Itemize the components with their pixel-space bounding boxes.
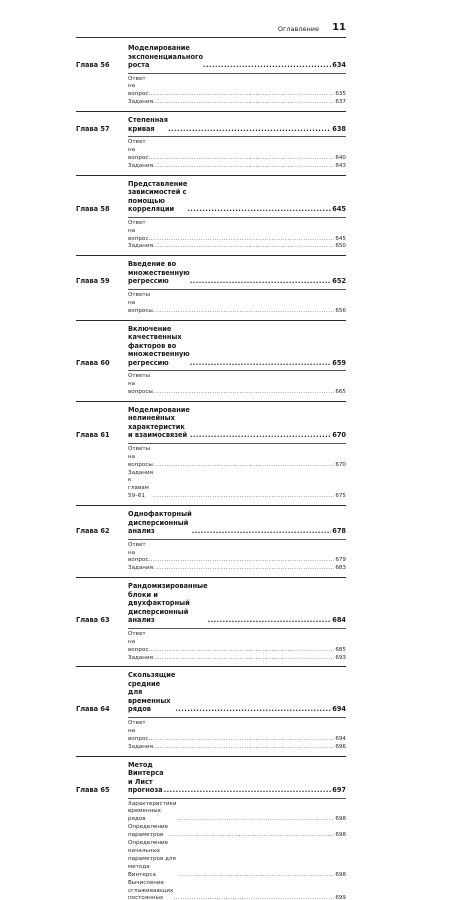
chapter-page-number: 697: [332, 786, 346, 795]
toc-subentry: [76, 655, 346, 663]
toc-subentry: [76, 720, 346, 744]
toc-subentry: [76, 99, 346, 107]
chapter-label: Глава 64: [76, 705, 110, 714]
toc-chapter-entry: [76, 40, 346, 111]
subentry-title: Ответы на вопросы: [128, 445, 153, 468]
dot-leader: [168, 125, 331, 134]
chapter-title: Моделирование нелинейных характеристик и взаимосвязей: [128, 405, 190, 440]
subentry-page-number: 643: [335, 162, 346, 169]
toc-subentry: [76, 220, 346, 244]
chapter-title-line: [128, 510, 346, 536]
subentry-title: Задания: [128, 743, 153, 750]
dot-leader: [153, 655, 334, 663]
dot-leader: [178, 872, 334, 880]
chapter-label: Глава 56: [76, 61, 110, 69]
toc-subentry: [76, 243, 346, 251]
toc-subentry: [76, 446, 346, 470]
toc-chapter-entry: [76, 175, 346, 256]
dot-leader: [153, 99, 334, 107]
chapter-label: Глава 62: [76, 527, 110, 536]
toc-subentry: [76, 744, 346, 752]
chapter-page-number: 684: [332, 616, 346, 625]
chapter-title: Степенная кривая: [128, 116, 168, 133]
chapter-heading-row: [76, 582, 346, 625]
subentry-title: Ответ на вопрос: [128, 75, 149, 98]
dot-leader: [148, 155, 334, 163]
toc-subentry: [76, 470, 346, 502]
chapter-underline-rule: [128, 539, 346, 540]
subentry-title: Ответы на вопросы: [128, 373, 153, 395]
dot-leader: [190, 431, 331, 440]
dot-leader: [153, 389, 334, 397]
chapter-title: Однофакторный дисперсионный анализ: [128, 510, 192, 536]
subentry-page-number: 699: [335, 895, 346, 900]
dot-leader: [148, 236, 334, 244]
subentry-page-number: 683: [335, 565, 346, 572]
chapter-underline-rule: [128, 717, 346, 718]
toc-chapter-entry: [76, 255, 346, 319]
toc-chapter-entry: [76, 111, 346, 175]
subentry-page-number: 698: [335, 832, 346, 839]
dot-leader: [153, 163, 334, 171]
subentry-page-number: 694: [335, 735, 346, 742]
chapter-title: Скользящие средние для временных рядов: [128, 671, 176, 714]
subentry-title: Характеристики временных рядов: [128, 800, 177, 823]
chapter-heading-row: [76, 671, 346, 714]
subentry-page-number: 696: [335, 743, 346, 750]
chapter-page-number: 694: [332, 705, 346, 714]
chapter-heading-row: [76, 510, 346, 536]
dot-leader: [208, 616, 332, 625]
subentry-title: Задания: [128, 99, 153, 106]
dot-leader: [153, 493, 334, 501]
dot-leader: [164, 786, 332, 795]
dot-leader: [153, 565, 334, 573]
subentry-page-number: 640: [335, 154, 346, 161]
chapter-underline-rule: [128, 798, 346, 799]
chapter-page-number: 678: [332, 527, 346, 536]
toc-subentry: [76, 880, 346, 900]
chapter-title: Метод Винтерса и Лист прогноза: [128, 760, 164, 795]
chapter-label: Глава 65: [76, 786, 110, 795]
running-header-page-number: 11: [332, 22, 346, 33]
subentry-page-number: 670: [335, 461, 346, 468]
subentry-title: Ответ на вопрос: [128, 139, 149, 161]
chapter-title-line: [128, 761, 346, 795]
chapter-title-line: [128, 44, 346, 70]
chapter-page-number: 670: [332, 431, 346, 440]
toc-chapter-entry: [76, 756, 346, 900]
subentry-title: Определение начальных параметров для метода Винтерса: [128, 840, 176, 878]
chapter-heading-row: [76, 116, 346, 133]
subentry-title: Ответ на вопрос: [128, 719, 149, 742]
chapter-heading-row: [76, 44, 346, 70]
subentry-page-number: 637: [335, 99, 346, 106]
chapter-label: Глава 58: [76, 205, 110, 214]
subentry-page-number: 665: [335, 388, 346, 395]
chapter-heading-row: [76, 761, 346, 795]
subentry-title: Ответ на вопрос: [128, 541, 149, 564]
chapter-heading-row: [76, 325, 346, 368]
toc-subentry: [76, 139, 346, 163]
chapter-underline-rule: [128, 370, 346, 371]
subentry-title: Задания: [128, 654, 153, 661]
toc-subentry: [76, 565, 346, 573]
chapter-heading-row: [76, 180, 346, 214]
dot-leader: [153, 462, 334, 470]
dot-leader: [148, 91, 334, 99]
dot-leader: [187, 205, 331, 214]
toc-subentry: [76, 824, 346, 840]
dot-leader: [190, 359, 332, 368]
toc-chapter-entry: [76, 505, 346, 577]
chapter-title-line: [128, 116, 346, 133]
dot-leader: [148, 736, 334, 744]
dot-leader: [148, 557, 334, 565]
chapter-title: Включение качественных факторов во множественную регрессию: [128, 324, 190, 367]
subentry-page-number: 685: [335, 646, 346, 653]
chapter-title-line: [128, 260, 346, 286]
subentry-page-number: 650: [335, 243, 346, 250]
chapter-page-number: 652: [332, 277, 346, 286]
running-header: [76, 22, 346, 36]
subentry-title: Ответ на вопрос: [128, 219, 149, 242]
chapter-heading-row: [76, 260, 346, 286]
subentry-page-number: 698: [335, 871, 346, 878]
dot-leader: [153, 308, 334, 316]
chapter-title-line: [128, 671, 346, 714]
chapter-underline-rule: [128, 136, 346, 137]
subentry-page-number: 656: [335, 307, 346, 314]
toc-subentry: [76, 542, 346, 566]
subentry-title: Задания к главам 59–61: [128, 469, 153, 500]
toc-subentry: [76, 163, 346, 171]
dot-leader: [153, 243, 334, 251]
subentry-title: Ответ на вопрос: [128, 630, 149, 653]
chapter-label: Глава 63: [76, 616, 110, 625]
dot-leader: [190, 277, 332, 286]
dot-leader: [175, 705, 331, 714]
chapter-label: Глава 60: [76, 358, 110, 367]
chapter-title-line: [128, 406, 346, 440]
subentry-title: Задания: [128, 162, 153, 169]
toc-subentry: [76, 373, 346, 397]
chapter-label: Глава 59: [76, 277, 110, 286]
subentry-page-number: 675: [335, 493, 346, 500]
subentry-title: Задания: [128, 565, 153, 572]
chapter-underline-rule: [128, 443, 346, 444]
subentry-title: Определение параметров: [128, 824, 169, 839]
subentry-page-number: 679: [335, 557, 346, 564]
subentry-page-number: 698: [335, 816, 346, 823]
header-rule: [76, 37, 346, 38]
chapter-page-number: 659: [332, 358, 346, 367]
dot-leader: [168, 832, 334, 840]
toc-subentry: [76, 631, 346, 655]
chapter-underline-rule: [128, 289, 346, 290]
table-of-contents: [76, 40, 346, 900]
chapter-title: Моделирование экспоненциального роста: [128, 44, 203, 69]
chapter-page-number: 645: [332, 205, 346, 214]
chapter-underline-rule: [128, 217, 346, 218]
dot-leader: [203, 61, 331, 70]
subentry-page-number: 645: [335, 235, 346, 242]
chapter-title-line: [128, 180, 346, 214]
toc-subentry: [76, 840, 346, 880]
dot-leader: [177, 816, 335, 824]
chapter-label: Глава 61: [76, 431, 110, 440]
toc-chapter-entry: [76, 401, 346, 505]
chapter-title: Рандомизированные блоки и двухфакторный дисперсионный анализ: [128, 582, 208, 625]
running-header-section: Оглавление: [277, 25, 319, 33]
toc-subentry: [76, 801, 346, 825]
chapter-underline-rule: [128, 73, 346, 74]
chapter-underline-rule: [128, 628, 346, 629]
chapter-title-line: [128, 325, 346, 368]
chapter-title: Введение во множественную регрессию: [128, 260, 190, 286]
subentry-title: Ответы на вопросы: [128, 291, 153, 314]
dot-leader: [153, 744, 334, 752]
chapter-heading-row: [76, 406, 346, 440]
chapter-page-number: 634: [332, 61, 346, 69]
subentry-title: Вычисление сглаживающих постоянных: [128, 879, 174, 900]
toc-subentry: [76, 292, 346, 316]
chapter-page-number: 638: [332, 124, 346, 133]
dot-leader: [192, 527, 332, 536]
subentry-page-number: 693: [335, 654, 346, 661]
chapter-title-line: [128, 582, 346, 625]
chapter-title: Представление зависимостей с помощью корреляции: [128, 179, 188, 214]
subentry-title: Задания: [128, 243, 153, 250]
subentry-page-number: 635: [335, 91, 346, 98]
toc-chapter-entry: [76, 577, 346, 666]
dot-leader: [173, 895, 334, 900]
chapter-label: Глава 57: [76, 124, 110, 133]
book-page: [76, 0, 346, 900]
dot-leader: [148, 647, 334, 655]
toc-subentry: [76, 76, 346, 100]
toc-chapter-entry: [76, 666, 346, 755]
toc-chapter-entry: [76, 320, 346, 401]
